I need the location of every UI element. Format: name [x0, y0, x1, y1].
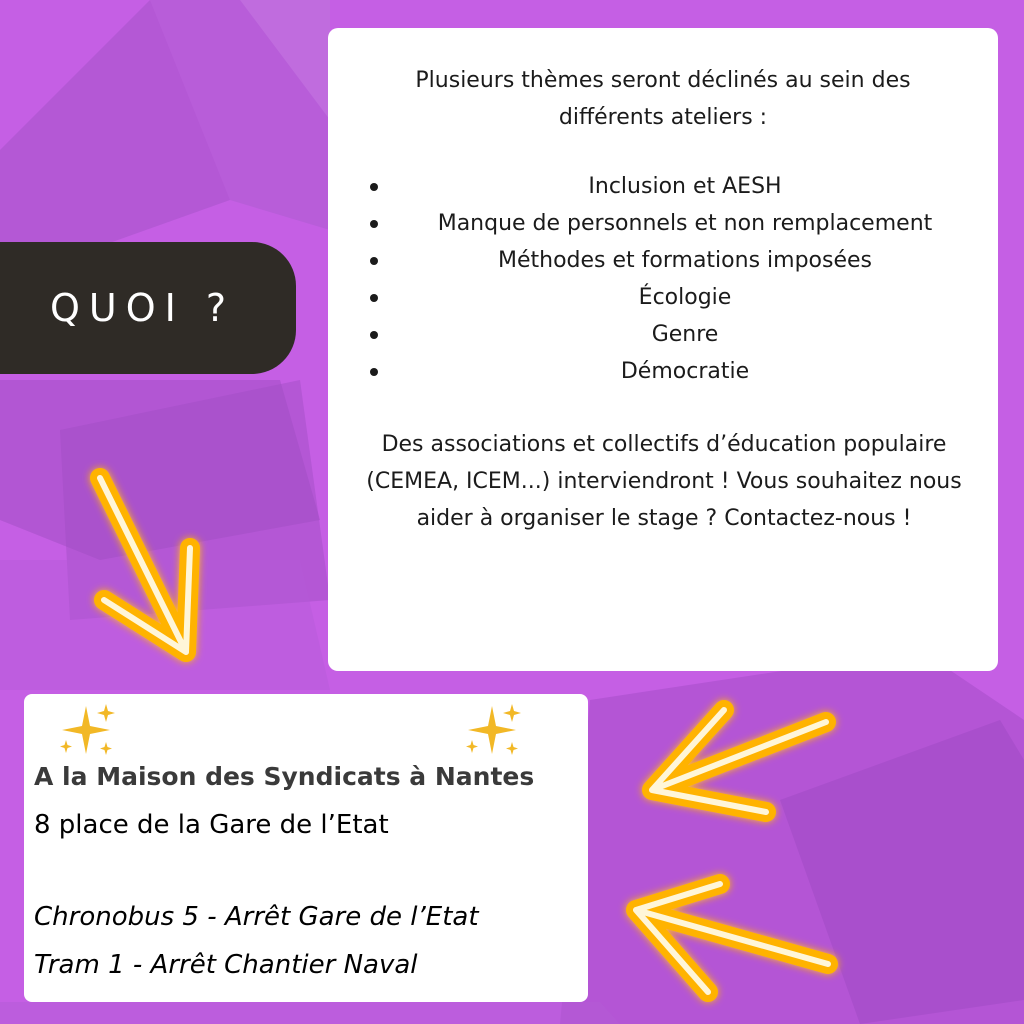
badge-label: QUOI ? [50, 286, 236, 330]
theme-label: Démocratie [620, 359, 750, 384]
theme-label: Genre [651, 322, 719, 347]
list-item [344, 242, 982, 279]
themes-list [344, 168, 982, 390]
sparkle-icon [462, 700, 526, 764]
theme-label: Méthodes et formations imposées [498, 248, 872, 273]
bullet-icon [370, 368, 378, 376]
sparkle-icon [56, 700, 120, 764]
bullet-icon [370, 331, 378, 339]
list-item [344, 279, 982, 316]
list-item [344, 168, 982, 205]
bullet-icon [370, 294, 378, 302]
list-item [344, 353, 982, 390]
quoi-badge [0, 242, 296, 374]
bullet-icon [370, 183, 378, 191]
outro-text: Des associations et collectifs d’éducation populaire (CEMEA, ICEM...) interviendront ! Vous souhaitez nous aider à organiser le stage ? Contactez-nous ! [366, 432, 962, 531]
theme-label: Écologie [638, 285, 732, 310]
transport-line: Tram 1 - Arrêt Chantier Naval [34, 950, 418, 980]
theme-label: Inclusion et AESH [588, 174, 782, 199]
venue-title: A la Maison des Syndicats à Nantes [34, 762, 535, 791]
intro-text: Plusieurs thèmes seront déclinés au sein des différents ateliers : [415, 68, 911, 130]
list-item [344, 205, 982, 242]
venue-address: 8 place de la Gare de l’Etat [34, 810, 389, 840]
bullet-icon [370, 220, 378, 228]
list-item [344, 316, 982, 353]
theme-label: Manque de personnels et non remplacement [437, 211, 933, 236]
bullet-icon [370, 257, 378, 265]
transport-line: Chronobus 5 - Arrêt Gare de l’Etat [34, 902, 479, 932]
themes-card [328, 28, 998, 671]
